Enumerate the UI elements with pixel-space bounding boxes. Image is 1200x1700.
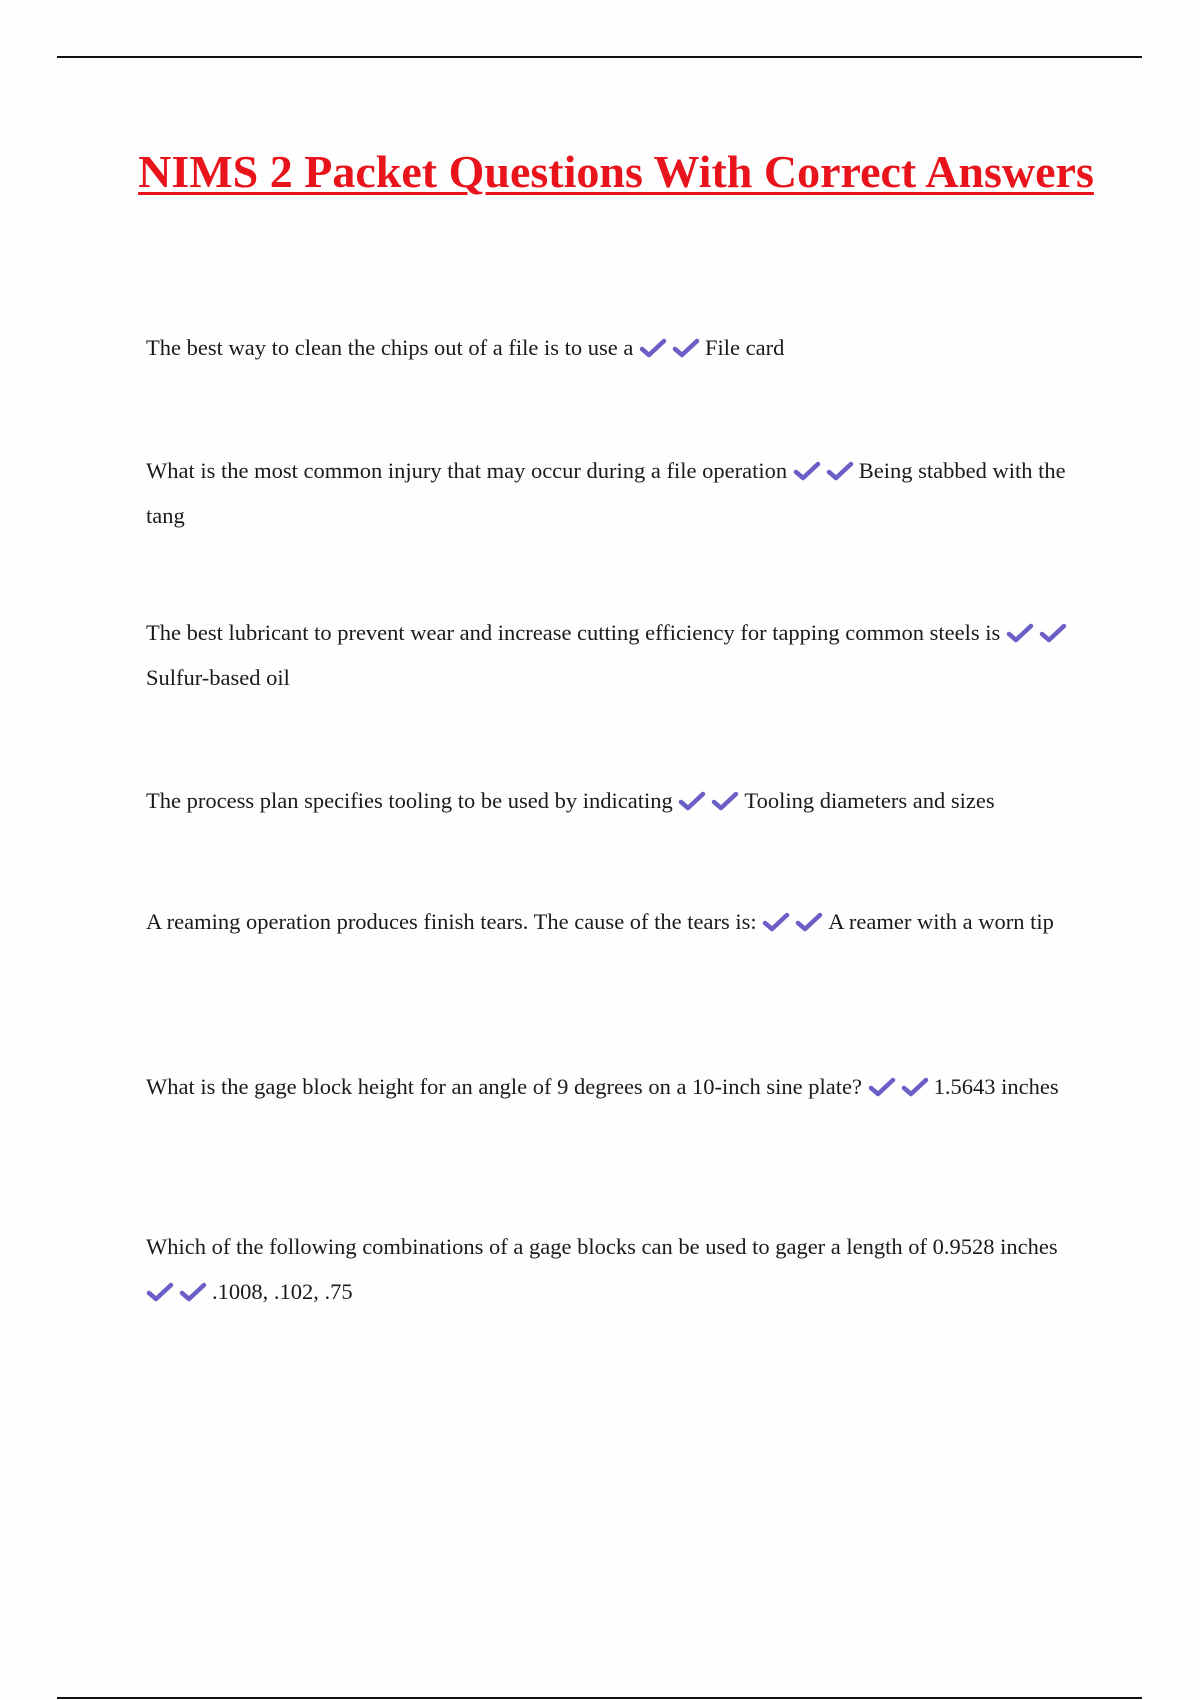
qa-item-7 [146,1224,1096,1314]
answer-text: Sulfur-based oil [146,665,290,690]
answer-text: 1.5643 inches [933,1074,1059,1099]
qa-item-4 [146,778,1096,823]
check-icon [711,790,739,812]
question-text: What is the gage block height for an angle of 9 degrees on a 10-inch sine plate? [146,1074,862,1099]
qa-item-1 [146,325,1096,370]
check-icon [826,460,854,482]
answer-text: Being stabbed with the tang [146,458,1066,528]
footer-rule [57,1697,1142,1699]
check-icon [1039,622,1067,644]
check-icon [672,337,700,359]
answer-text: .1008, .102, .75 [212,1279,353,1304]
check-icon [678,790,706,812]
answer-text: File card [704,335,785,360]
header-rule [57,56,1142,58]
check-icon [868,1076,896,1098]
check-icon [179,1281,207,1303]
check-icon [762,911,790,933]
question-text: A reaming operation produces finish tears. The cause of the tears is: [146,909,757,934]
question-text: What is the most common injury that may occur during a file operation [146,458,788,483]
answer-text: A reamer with a worn tip [828,909,1054,934]
answer-text: Tooling diameters and sizes [744,788,995,813]
question-text: The best way to clean the chips out of a file is to use a [146,335,634,360]
qa-item-5 [146,899,1096,944]
question-text: The process plan specifies tooling to be used by indicating [146,788,673,813]
question-text: The best lubricant to prevent wear and increase cutting efficiency for tapping common steels is [146,620,1001,645]
check-icon [1006,622,1034,644]
check-icon [639,337,667,359]
question-text: Which of the following combinations of a gage blocks can be used to gager a length of 0.9528 inches [146,1234,1058,1259]
qa-item-2 [146,448,1096,538]
qa-item-3 [146,610,1096,700]
qa-item-6 [146,1064,1096,1109]
check-icon [146,1281,174,1303]
check-icon [901,1076,929,1098]
check-icon [795,911,823,933]
document-title: NIMS 2 Packet Questions With Correct Answers [138,146,1094,197]
check-icon [793,460,821,482]
